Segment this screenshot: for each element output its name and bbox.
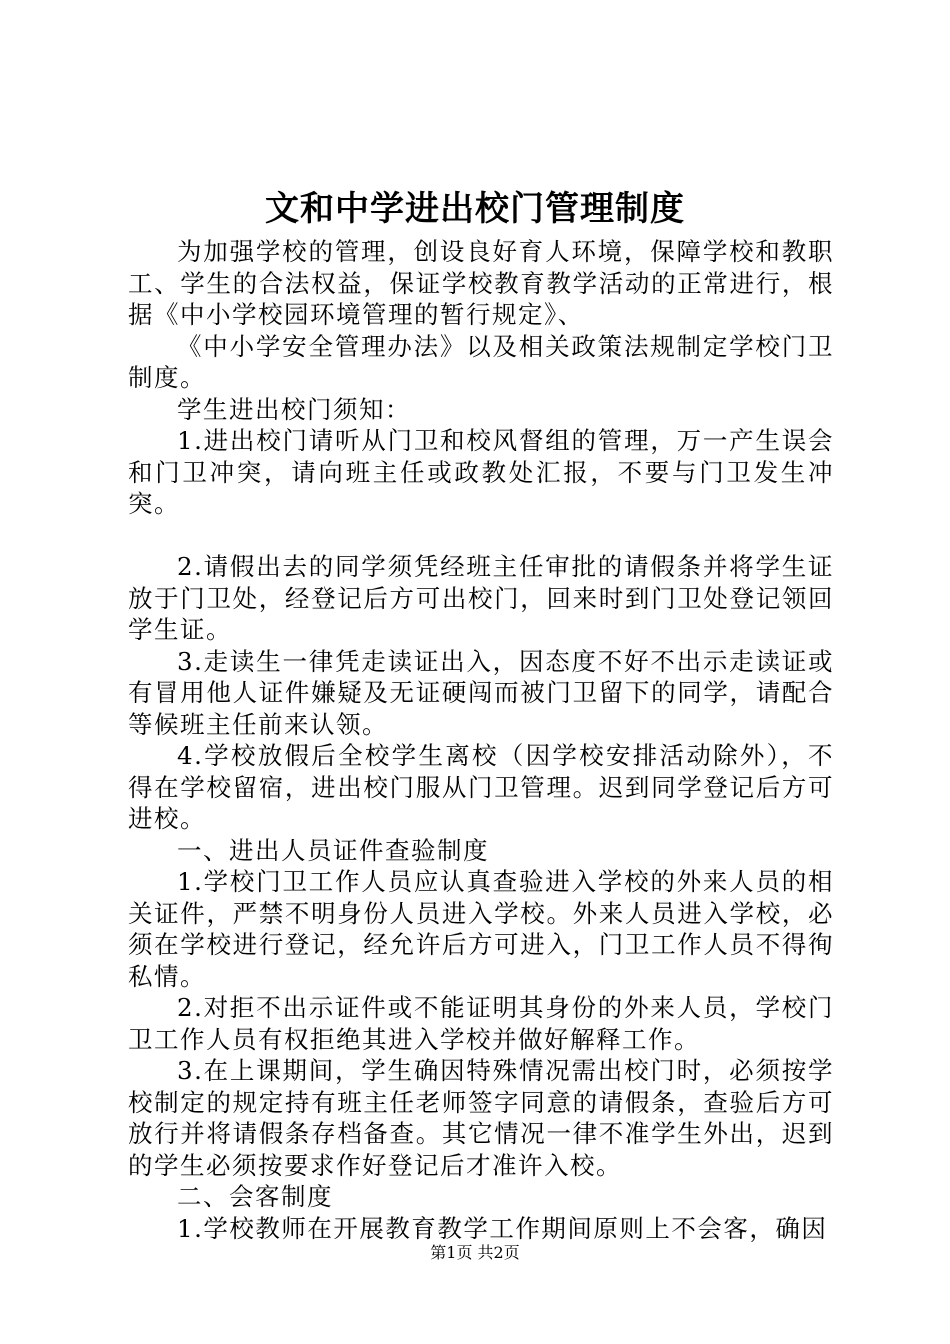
- paragraph: 3.在上课期间，学生确因特殊情况需出校门时，必须按学校制定的规定持有班主任老师签字同意的请假条，查验后方可放行并将请假条存档备查。其它情况一律不准学生外出，迟到的学生必须按要求作好登记后才准许入校。: [128, 1056, 834, 1180]
- paragraph: 1.进出校门请听从门卫和校风督组的管理，万一产生误会和门卫冲突，请向班主任或政教处汇报，不要与门卫发生冲突。: [128, 426, 834, 518]
- document-body: [128, 236, 834, 1244]
- paragraph: 《中小学安全管理办法》以及相关政策法规制定学校门卫制度。: [128, 331, 834, 392]
- page-footer: 第1页 共2页: [430, 1243, 520, 1262]
- paragraph: 1.学校门卫工作人员应认真查验进入学校的外来人员的相关证件，严禁不明身份人员进入学校。外来人员进入学校，必须在学校进行登记，经允许后方可进入，门卫工作人员不得徇私情。: [128, 867, 834, 991]
- paragraph: 2.对拒不出示证件或不能证明其身份的外来人员，学校门卫工作人员有权拒绝其进入学校并做好解释工作。: [128, 993, 834, 1054]
- paragraph: 4.学校放假后全校学生离校（因学校安排活动除外），不得在学校留宿，进出校门服从门卫管理。迟到同学登记后方可进校。: [128, 741, 834, 833]
- paragraph: 1.学校教师在开展教育教学工作期间原则上不会客，确因: [177, 1213, 828, 1243]
- paragraph: 2.请假出去的同学须凭经班主任审批的请假条并将学生证放于门卫处，经登记后方可出校门，回来时到门卫处登记领回学生证。: [128, 552, 834, 644]
- paragraph: 学生进出校门须知：: [177, 394, 411, 424]
- document-title: 文和中学进出校门管理制度: [265, 189, 685, 229]
- section-heading: 一、进出人员证件查验制度: [177, 835, 489, 865]
- blank-line: [128, 520, 834, 552]
- paragraph: 为加强学校的管理，创设良好育人环境，保障学校和教职工、学生的合法权益，保证学校教育教学活动的正常进行，根据《中小学校园环境管理的暂行规定》、: [128, 237, 834, 329]
- paragraph: 3.走读生一律凭走读证出入，因态度不好不出示走读证或有冒用他人证件嫌疑及无证硬闯而被门卫留下的同学，请配合等候班主任前来认领。: [128, 646, 834, 739]
- section-heading: 二、会客制度: [177, 1182, 333, 1211]
